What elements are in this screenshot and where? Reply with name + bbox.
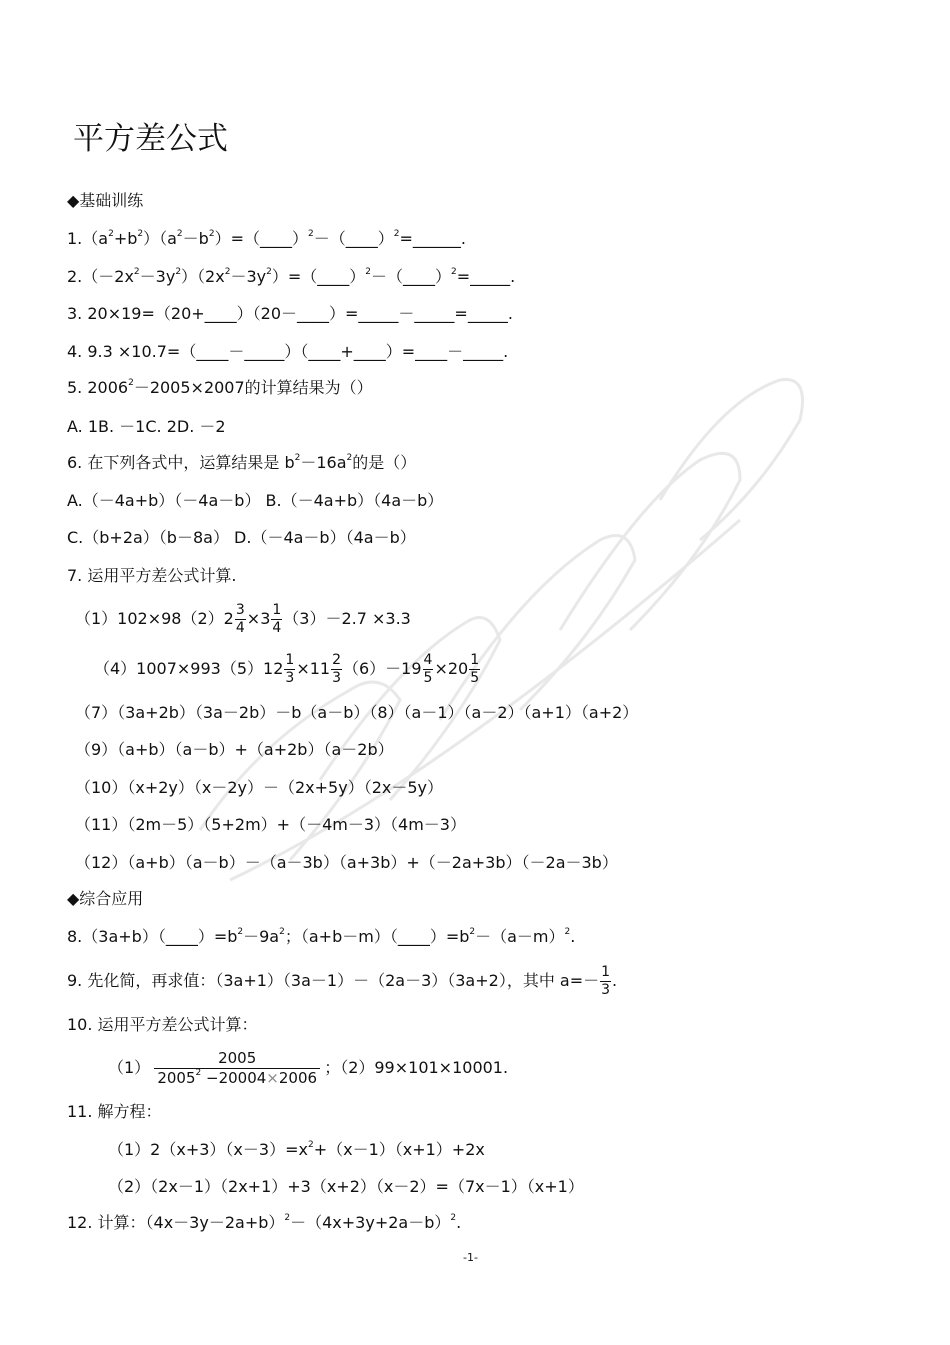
question-9: 9. 先化简，再求值：（3a+1）（3a－1）－（2a－3）（3a+2），其中 a=－ $\frac{1}{3}$ . [67,964,618,998]
question-3: 3. 20×19=（20+____）（20－____）=_____－_____=_____. [67,304,513,323]
question-12: 12. 计算：$(4x-3y-2a+b)^2-(4x+3y+2a-b)^2$. [67,1213,462,1232]
question-6-options-cd: C.（b+2a）（b－8a） D.（－4a－b）（4a－b） [67,528,416,547]
fraction: $\frac{1}{3}$ [601,964,611,998]
question-5-options: A. 1B. －1C. 2D. －2 [67,417,226,436]
question-2: $2.(-2x^2-3y^2)(2x^2-3y^2)=(\_\_\_\_)^2-(\_\_\_\_)^2=\_\_\_\_\_$. [67,267,516,286]
question-6: 6. 在下列各式中，运算结果是 $b^2-16a^2$的是（） [67,453,417,472]
question-4: 4. 9.3 ×10.7=（____－_____）（____+____）=____－_____. [67,342,509,361]
question-11-part-2: （2）（2x－1）（2x+1）+3（x+2）（x－2）=（7x－1）（x+1） [108,1177,584,1196]
fraction: $\frac{4}{5}$ [423,652,433,686]
question-11: 11. 解方程： [67,1102,162,1121]
question-7-item-10: （10）（x+2y）（x－2y）－（2x+5y）（2x－5y） [75,778,444,797]
question-6-options-ab: A.（－4a+b）（－4a－b） B.（－4a+b）（4a－b） [67,491,444,510]
question-8: $8.(3a+b)(\_\_\_\_)=b^2-9a^2$；$(a+b-m)(\_\_\_\_)=b^2-(a-m)^2$. [67,927,576,946]
question-11-part-1: $(1)2(x+3)(x-3)=x^2+(x-1)(x+1)+2x$ [108,1140,485,1159]
watermark [140,360,840,920]
question-7-item-12: （12）（a+b）（a－b）－（a－3b）（a+3b）+（－2a+3b）（－2a－3b） [75,853,618,872]
fraction: $\frac{1}{3}$ [285,652,295,686]
question-7-row-2: （4）1007×993（5）12 $\frac{1}{3}$ ×11 $\frac{2}{3}$ （6）－19 $\frac{4}{5}$ ×20 $\frac{1}{5}$ [94,652,480,686]
fraction: $\frac{3}{4}$ [235,602,245,636]
page-title: 平方差公式 [73,121,228,157]
question-7-item-11: （11）（2m－5）（5+2m）+（－4m－3）（4m－3） [75,815,466,834]
section-heading-basic: ◆基础训练 [67,191,144,210]
question-10: 10. 运用平方差公式计算： [67,1015,258,1034]
section-heading-apply: ◆综合应用 [67,889,144,908]
question-10-parts: （1） $\frac{2005}{2005^2 -20004\times 2006}$ ；（2）99×101×10001. [108,1049,509,1087]
question-5: 5. $2006^2-2005\times 2007$的计算结果为（） [67,378,373,397]
fraction: $\frac{1}{5}$ [470,652,480,686]
page-number: -1- [463,1251,478,1264]
fraction: $\frac{2}{3}$ [332,652,341,686]
fraction: $\frac{1}{4}$ [272,602,282,636]
question-7-item-9: （9）（a+b）（a－b）+（a+2b）（a－2b） [75,740,394,759]
question-7: 7. 运用平方差公式计算. [67,566,237,585]
question-7-items-7-8: （7）（3a+2b）（3a－2b）－b（a－b）（8）（a－1）（a－2）（a+1）（a+2） [75,703,639,722]
question-1: $1.(a^2+b^2)(a^2-b^2)=(\_\_\_\_)^2-(\_\_\_\_)^2=\_\_\_\_\_\_$. [67,229,466,248]
fraction: $\frac{2005}{2005^2 -20004\times 2006}$ [154,1049,320,1088]
question-7-row-1: （1）102×98（2）2 $\frac{3}{4}$ ×3 $\frac{1}{4}$ （3）－2.7 ×3.3 [75,602,411,636]
